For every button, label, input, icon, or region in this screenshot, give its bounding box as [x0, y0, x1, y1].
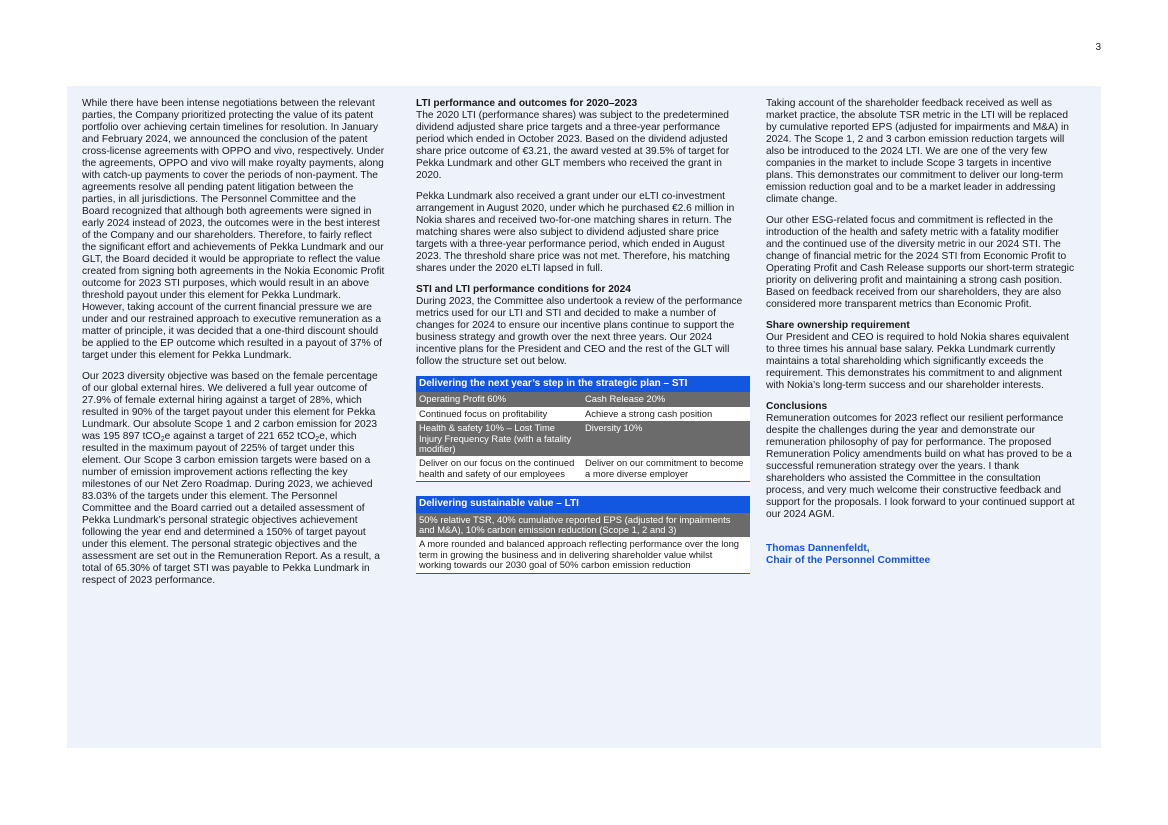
- table-row: [416, 456, 750, 481]
- table-row: [416, 513, 750, 538]
- column-right: [766, 98, 1078, 567]
- table-cell: Health & safety 10% – Lost Time Injury Frequency Rate (with a fatality modifier): [416, 421, 582, 456]
- heading-lti-performance: LTI performance and outcomes for 2020–2023: [416, 98, 638, 109]
- paragraph-patent-agreements: While there have been intense negotiations between the relevant parties, the Company prioritized protecting the value of its patent portfolio over achieving certain timelines for resolution. In January and February 2024, we announced the conclusion of the patent cross-license agreements with OPPO and vivo, respectively. Under the agreements, OPPO and vivo will make royalty payments, along with catch-up payments to cover the periods of non-payment. The agreements resolve all pending patent litigation between the parties, in all jurisdictions. The Personnel Committee and the Board recognized that although both agreements were signed in early 2024 instead of 2023, the outcomes were in the best interest of the Company and our shareholders. Therefore, to fairly reflect the significant effort and achievements of Pekka Lundmark and our GLT, the Board decided it would be appropriate to reflect the value created from signing both agreements in the Nokia Economic Profit outcome for 2023 STI purposes, which would result in an above threshold payout under this element for Pekka Lundmark. However, taking account of the current financial pressure we are under and our restrained approach to executive remuneration as a matter of principle, it was decided that a one-third discount should be applied to the EP outcome which resulted in a payout of 37% of target under this element for Pekka Lundmark.: [82, 98, 385, 361]
- table-cell: Achieve a strong cash position: [582, 407, 750, 421]
- signature: [766, 543, 1078, 567]
- lti-table: [416, 496, 750, 573]
- paragraph-share-ownership: Our President and CEO is required to hold Nokia shares equivalent to three times his annual base salary. Pekka Lundmark currently maintains a total shareholding which significantly exceeds the requirement. This demonstrates his commitment to and alignment with Nokia’s long-term success and our shareholder interests.: [766, 332, 1069, 391]
- paragraph-diversity-objective: Our 2023 diversity objective was based on the female percentage of our global external hires. We delivered a full year outcome of 27.9% of female external hiring against a target of 28%, which resulted in 90% of the target payout under this element for Pekka Lundmark. Our absolute Scope 1 and 2 carbon emission for 2023 was 195 897 tCO$_2$e against a target of 221 652 tCO$_2$e, which resulted in the maximum payout of 225% of target under this element. Our Scope 3 carbon emission targets were based on a number of emission improvement actions reflecting the key milestones of our Net Zero Roadmap. During 2023, we achieved 83.03% of the targets under this element. The Personnel Committee and the Board carried out a detailed assessment of Pekka Lundmark’s personal strategic objectives achievement following the year end and determined a 150% of target payout under this element. The personal strategic objectives and the assessment are set out in the Remuneration Report. As a result, a total of 65.30% of target STI was payable to Pekka Lundmark in respect of 2023 performance.: [82, 371, 380, 586]
- heading-conclusions: Conclusions: [766, 401, 828, 412]
- column-left: [82, 98, 385, 596]
- table-cell: Diversity 10%: [582, 421, 750, 456]
- column-middle: [416, 98, 750, 574]
- paragraph-metrics-review: During 2023, the Committee also undertook a review of the performance metrics used for our LTI and STI and decided to make a number of changes for 2024 to ensure our incentive plans continue to support the business strategy and growth over the next three years. Our 2024 incentive plans for the President and CEO and the rest of the GLT will follow the structure set out below.: [416, 296, 743, 367]
- sti-table-title: Delivering the next year’s step in the strategic plan – STI: [416, 376, 750, 392]
- lti-table-title: Delivering sustainable value – LTI: [416, 496, 750, 512]
- table-row: [416, 407, 750, 421]
- paragraph-esg-focus: Our other ESG-related focus and commitment is reflected in the introduction of the health and safety metric with a fatality modifier and the continued use of the diversity metric in our 2024 STI. The change of financial metric for the 2024 STI from Economic Profit to Operating Profit and Cash Release supports our short-term strategic priority on delivering profit and maintaining a strong cash position. Based on feedback received from our shareholders, they are also considered more transparent metrics than Economic Profit.: [766, 215, 1075, 310]
- heading-share-ownership: Share ownership requirement: [766, 320, 910, 331]
- signature-title: Chair of the Personnel Committee: [766, 555, 931, 566]
- table-cell: 50% relative TSR, 40% cumulative reported EPS (adjusted for impairments and M&A), 10% carbon emission reduction (Scope 1, 2 and 3): [416, 513, 750, 538]
- table-row: [416, 537, 750, 573]
- table-cell: A more rounded and balanced approach reflecting performance over the long term in growing the business and in delivering shareholder value whilst working towards our 2030 goal of 50% carbon emission reduction: [416, 537, 750, 573]
- sti-table: [416, 376, 750, 482]
- signature-name: Thomas Dannenfeldt,: [766, 543, 870, 554]
- content-panel: [67, 86, 1101, 748]
- paragraph-2020-lti: The 2020 LTI (performance shares) was subject to the predetermined dividend adjusted share price targets and a three-year performance period which ended in October 2023. Based on the dividend adjusted share price outcome of €3.21, the award vested at 39.5% of target for Pekka Lundmark and other GLT members who received the grant in 2020.: [416, 110, 730, 181]
- paragraph-shareholder-feedback: Taking account of the shareholder feedback received as well as market practice, the absolute TSR metric in the LTI will be replaced by cumulative reported EPS (adjusted for impairments and M&A) in 2024. The Scope 1, 2 and 3 carbon emission reduction targets will also be introduced to the 2024 LTI. We are one of the very few companies in the market to include Scope 3 targets in incentive plans. This demonstrates our commitment to deliver our long-term emission reduction goal and to be a market leader in addressing climate change.: [766, 98, 1069, 205]
- table-row: [416, 392, 750, 406]
- table-cell: Deliver on our focus on the continued health and safety of our employees: [416, 456, 582, 481]
- paragraph-elti: Pekka Lundmark also received a grant under our eLTI co-investment arrangement in August 2020, under which he purchased €2.6 million in Nokia shares and received two-for-one matching shares in return. The matching shares were also subject to dividend adjusted share price targets with a three-year performance period, which ended in August 2023. The threshold share price was not met. Therefore, his matching shares under the 2020 eLTI lapsed in full.: [416, 191, 735, 274]
- table-cell: Cash Release 20%: [582, 392, 750, 406]
- table-cell: Operating Profit 60%: [416, 392, 582, 406]
- table-cell: Continued focus on profitability: [416, 407, 582, 421]
- heading-sti-lti-conditions: STI and LTI performance conditions for 2024: [416, 284, 631, 295]
- table-row: [416, 421, 750, 456]
- page-number: 3: [1095, 42, 1101, 53]
- paragraph-conclusions: Remuneration outcomes for 2023 reflect our resilient performance despite the challenges during the year and demonstrate our remuneration philosophy of pay for performance. The proposed Remuneration Policy amendments build on what has proved to be a successful remuneration strategy over the years. I thank shareholders who assisted the Committee in the consultation process, and very much welcome their constructive feedback and support for the proposals. I look forward to your continued support at our 2024 AGM.: [766, 413, 1075, 520]
- table-cell: Deliver on our commitment to become a more diverse employer: [582, 456, 750, 481]
